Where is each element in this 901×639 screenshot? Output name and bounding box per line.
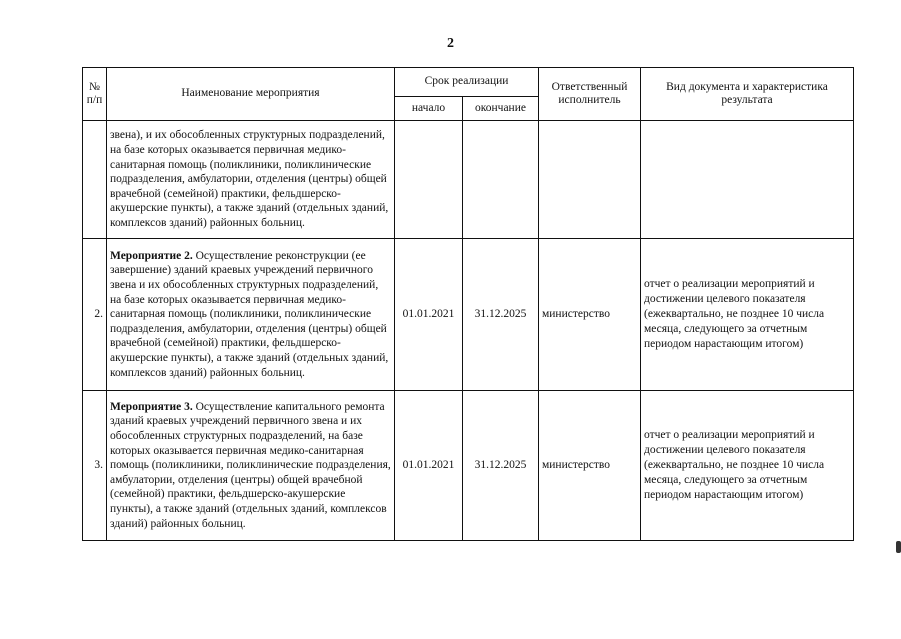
table-row — [83, 391, 854, 541]
page-number: 2 — [447, 36, 454, 51]
start-date: 01.01.2021 — [395, 239, 463, 391]
start-date — [395, 121, 463, 239]
responsible-executor: министерство — [539, 391, 641, 541]
start-date: 01.01.2021 — [395, 391, 463, 541]
end-date — [463, 121, 539, 239]
measures-table — [82, 67, 854, 541]
end-date: 31.12.2025 — [463, 391, 539, 541]
measure-title: Мероприятие 2. — [110, 249, 193, 262]
header-start: начало — [395, 97, 463, 121]
measure-text: Осуществление реконструкции (ее завершение) зданий краевых учреждений первичного звена и их обособленных структурных подразделений, на базе которых оказывается первичная медико-санитарная помощь (поликлиники, поликлинические подразделения, амбулатории, отделения (центры) общей врачебной (семейной) практики, фельдшерско-акушерские пункты), а также зданий (отдельных зданий, комплексов зданий) районных больниц. — [110, 249, 389, 379]
header-responsible: Ответственный исполнитель — [539, 68, 641, 121]
row-number — [83, 121, 107, 239]
scan-edge-mark — [896, 541, 901, 553]
table-row — [83, 239, 854, 391]
measure-text: звена), и их обособленных структурных подразделений, на базе которых оказывается первичная медико-санитарная помощь (поликлиники, поликлинические подразделения, амбулатории, отделения (центры) общей врачебной (семейной) практики, фельдшерско-акушерские пункты), а также зданий (отдельных зданий, комплексов зданий) районных больниц. — [110, 129, 389, 229]
responsible-executor — [539, 121, 641, 239]
row-number: 3. — [83, 391, 107, 541]
measure-description — [107, 239, 395, 391]
result-document: отчет о реализации мероприятий и достижении целевого показателя (ежеквартально, не позднее 10 числа месяца, следующего за отчетным периодом нарастающим итогом) — [641, 391, 854, 541]
header-result: Вид документа и характеристика результата — [641, 68, 854, 121]
row-number: 2. — [83, 239, 107, 391]
end-date: 31.12.2025 — [463, 239, 539, 391]
result-document — [641, 121, 854, 239]
measure-title: Мероприятие 3. — [110, 400, 193, 413]
measure-description — [107, 121, 395, 239]
header-period: Срок реализации — [395, 68, 539, 97]
table-row — [83, 121, 854, 239]
measure-text: Осуществление капитального ремонта зданий краевых учреждений первичного звена и их обособленных структурных подразделений, на базе которых оказывается первичная медико-санитарная помощь (поликлиники, поликлинические подразделения, амбулатории, отделения (центры) общей врачебной (семейной) практики, фельдшерско-акушерские пункты), а также зданий (отдельных зданий, комплексов зданий) районных больниц. — [110, 400, 391, 530]
responsible-executor: министерство — [539, 239, 641, 391]
header-name: Наименование мероприятия — [107, 68, 395, 121]
header-num: № п/п — [83, 68, 107, 121]
header-end: окончание — [463, 97, 539, 121]
result-document: отчет о реализации мероприятий и достижении целевого показателя (ежеквартально, не позднее 10 числа месяца, следующего за отчетным периодом нарастающим итогом) — [641, 239, 854, 391]
measure-description — [107, 391, 395, 541]
